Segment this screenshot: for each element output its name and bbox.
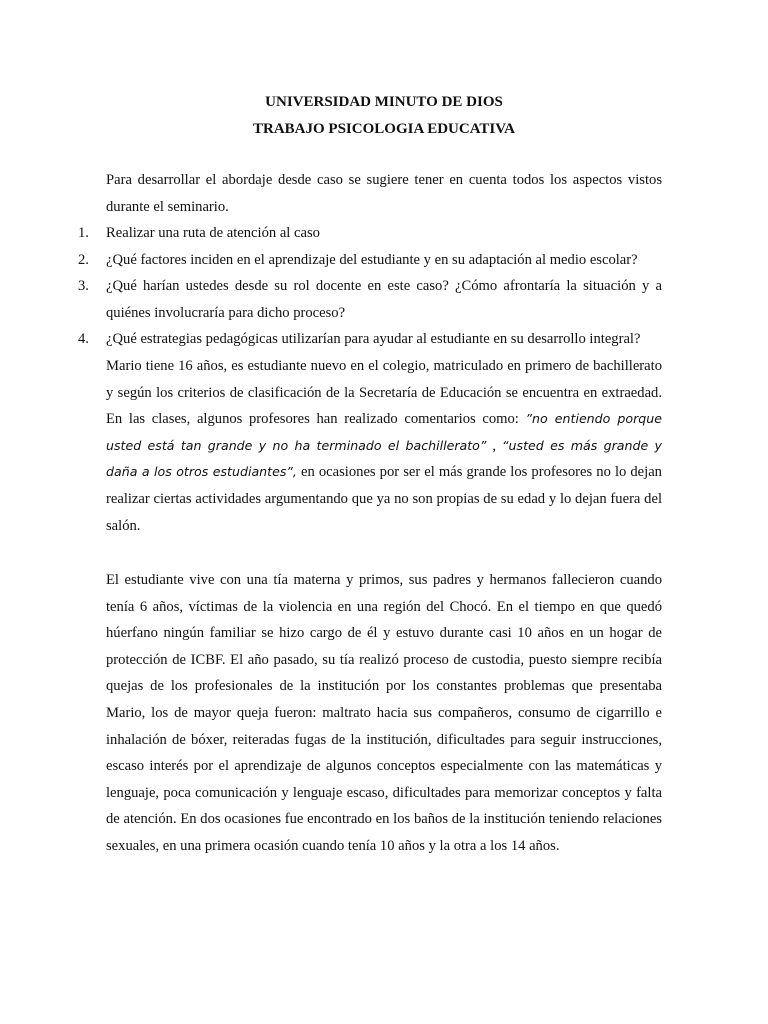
list-item-number: 2.	[78, 251, 89, 268]
intro-paragraph: Para desarrollar el abordaje desde caso se sugiere tener en cuenta todos los aspectos vistos durante el seminario.	[106, 172, 662, 215]
list-item	[78, 273, 662, 326]
teacher-quote-1: ”no entiendo porque usted está tan grande y no ha terminado el bachillerato”	[106, 411, 662, 453]
list-item-text: ¿Qué factores inciden en el aprendizaje del estudiante y en su adaptación al medio escolar?	[106, 251, 638, 268]
case-text-part-2: en ocasiones por ser el más grande los profesores no lo dejan realizar ciertas actividades argumentando que ya no son propias de su edad y lo dejan fuera del salón.	[106, 464, 662, 534]
list-item	[78, 247, 662, 274]
questions-list	[78, 220, 662, 353]
case-text-part-1: Mario tiene 16 años, es estudiante nuevo en el colegio, matriculado en primero de bachillerato y según los criterios de clasificación de la Secretaría de Educación se encuentra en extraedad. En las clases, algunos profesores han realizado comentarios como:	[106, 358, 662, 428]
list-item	[78, 220, 662, 247]
case-paragraph-1	[106, 353, 662, 539]
list-item-text: Realizar una ruta de atención al caso	[106, 225, 320, 241]
case-paragraph-2: El estudiante vive con una tía materna y primos, sus padres y hermanos fallecieron cuando tenía 6 años, víctimas de la violencia en una región del Chocó. En el tiempo en que quedó húerfano ningún familiar se hizo cargo de él y estuvo durante casi 10 años en un hogar de protección de ICBF. El año pasado, su tía realizó proceso de custodia, puesto siempre recibía quejas de los profesionales de la institución por los constantes problemas que presentaba Mario, los de mayor queja fueron: maltrato hacia sus compañeros, consumo de cigarrillo e inhalación de bóxer, reiteradas fugas de la institución, dificultades para seguir instrucciones, escaso interés por el aprendizaje de algunos conceptos especialmente con las matemáticas y lenguaje, poca comunicación y lenguaje escaso, dificultades para memorizar conceptos y falta de atención. En dos ocasiones fue encontrado en los baños de la institución teniendo relaciones sexuales, en una primera ocasión cuando tenía 10 años y la otra a los 14 años.	[106, 572, 662, 854]
list-item-number: 4.	[78, 331, 89, 348]
assignment-title: TRABAJO PSICOLOGIA EDUCATIVA	[253, 121, 515, 137]
teacher-quote-2: “usted es más grande y daña a los otros estudiantes”,	[106, 437, 662, 480]
list-item	[78, 326, 662, 353]
list-item-text: ¿Qué harían ustedes desde su rol docente en este caso? ¿Cómo afrontaría la situación y a quiénes involucraría para dicho proceso?	[106, 278, 662, 321]
quote-separator: ,	[486, 437, 503, 454]
list-item-number: 3.	[78, 278, 89, 295]
list-item-number: 1.	[78, 225, 89, 241]
list-item-text: ¿Qué estrategias pedagógicas utilizarían para ayudar al estudiante en su desarrollo integral?	[106, 331, 641, 348]
university-title: UNIVERSIDAD MINUTO DE DIOS	[265, 94, 503, 110]
